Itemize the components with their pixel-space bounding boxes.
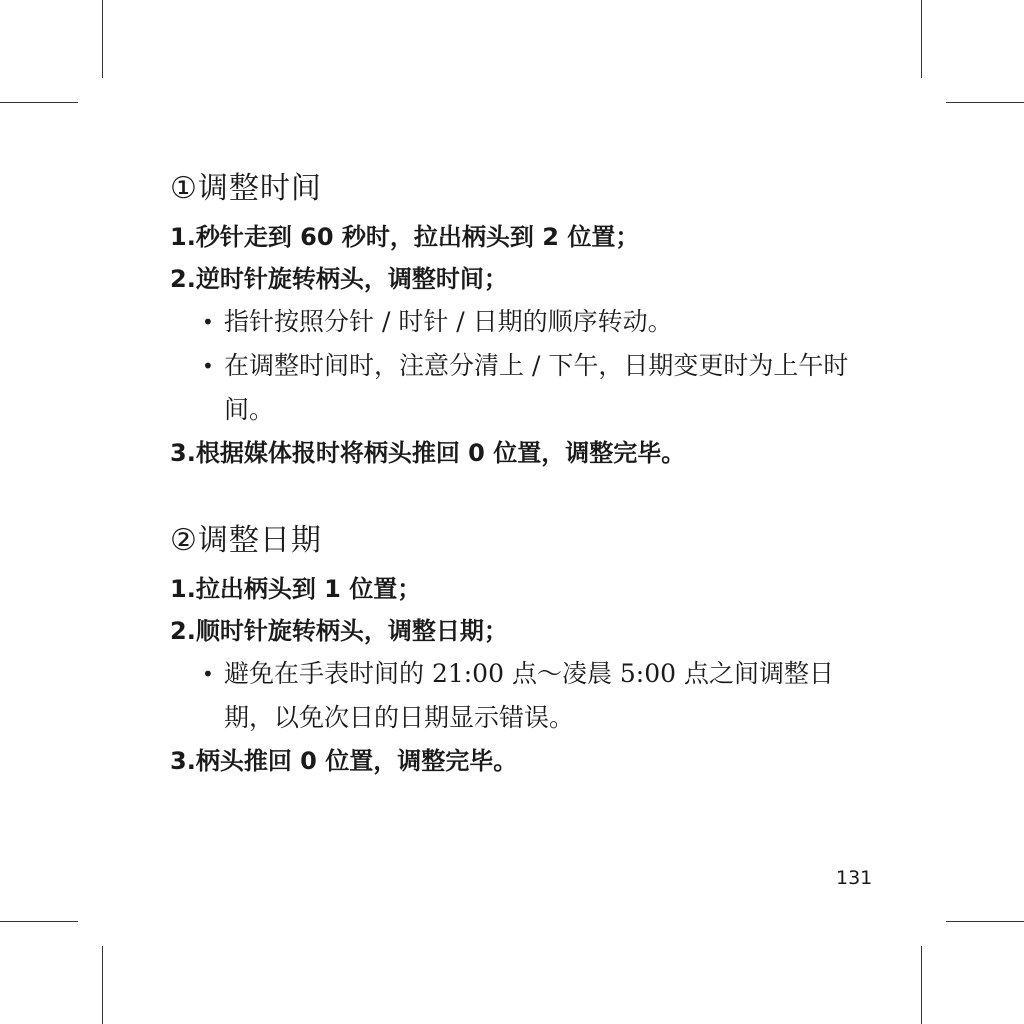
- bullet-item: [170, 300, 864, 344]
- step-item: 2.顺时针旋转柄头，调整日期；: [170, 617, 508, 645]
- section-title: ②调整日期: [170, 523, 322, 558]
- bullet-item: [170, 344, 864, 432]
- crop-mark-top-right-vertical: [921, 0, 922, 78]
- crop-mark-top-right-horizontal: [946, 102, 1024, 103]
- step-item: 3.根据媒体报时将柄头推回 0 位置，调整完毕。: [170, 439, 686, 467]
- crop-mark-bottom-right-horizontal: [946, 921, 1024, 922]
- step-item: 3.柄头推回 0 位置，调整完毕。: [170, 747, 518, 775]
- page-number: 131: [836, 867, 873, 889]
- bullet-dot-icon: •: [202, 662, 214, 686]
- crop-mark-bottom-right-vertical: [921, 946, 922, 1024]
- step-item: 1.秒针走到 60 秒时，拉出柄头到 2 位置；: [170, 223, 640, 251]
- crop-mark-bottom-left-vertical: [102, 946, 103, 1024]
- crop-mark-bottom-left-horizontal: [0, 921, 78, 922]
- bullet-list: [170, 652, 870, 740]
- bullet-list: [170, 300, 870, 432]
- section-title: ①调整时间: [170, 171, 322, 206]
- page-content: [170, 168, 870, 782]
- step-item: 2.逆时针旋转柄头，调整时间；: [170, 265, 508, 293]
- bullet-item: [170, 652, 864, 740]
- crop-mark-top-left-vertical: [102, 0, 103, 78]
- bullet-text: 在调整时间时，注意分清上 / 下午，日期变更时为上午时间。: [224, 351, 849, 424]
- bullet-text: 避免在手表时间的 21:00 点～凌晨 5:00 点之间调整日期，以免次日的日期显示错误。: [224, 659, 834, 732]
- bullet-text: 指针按照分针 / 时针 / 日期的顺序转动。: [224, 307, 673, 336]
- bullet-dot-icon: •: [202, 310, 214, 334]
- bullet-dot-icon: •: [202, 354, 214, 378]
- section-spacer: [170, 474, 870, 520]
- crop-mark-top-left-horizontal: [0, 102, 78, 103]
- section-adjust-time: [170, 168, 870, 474]
- section-adjust-date: [170, 520, 870, 782]
- step-item: 1.拉出柄头到 1 位置；: [170, 575, 422, 603]
